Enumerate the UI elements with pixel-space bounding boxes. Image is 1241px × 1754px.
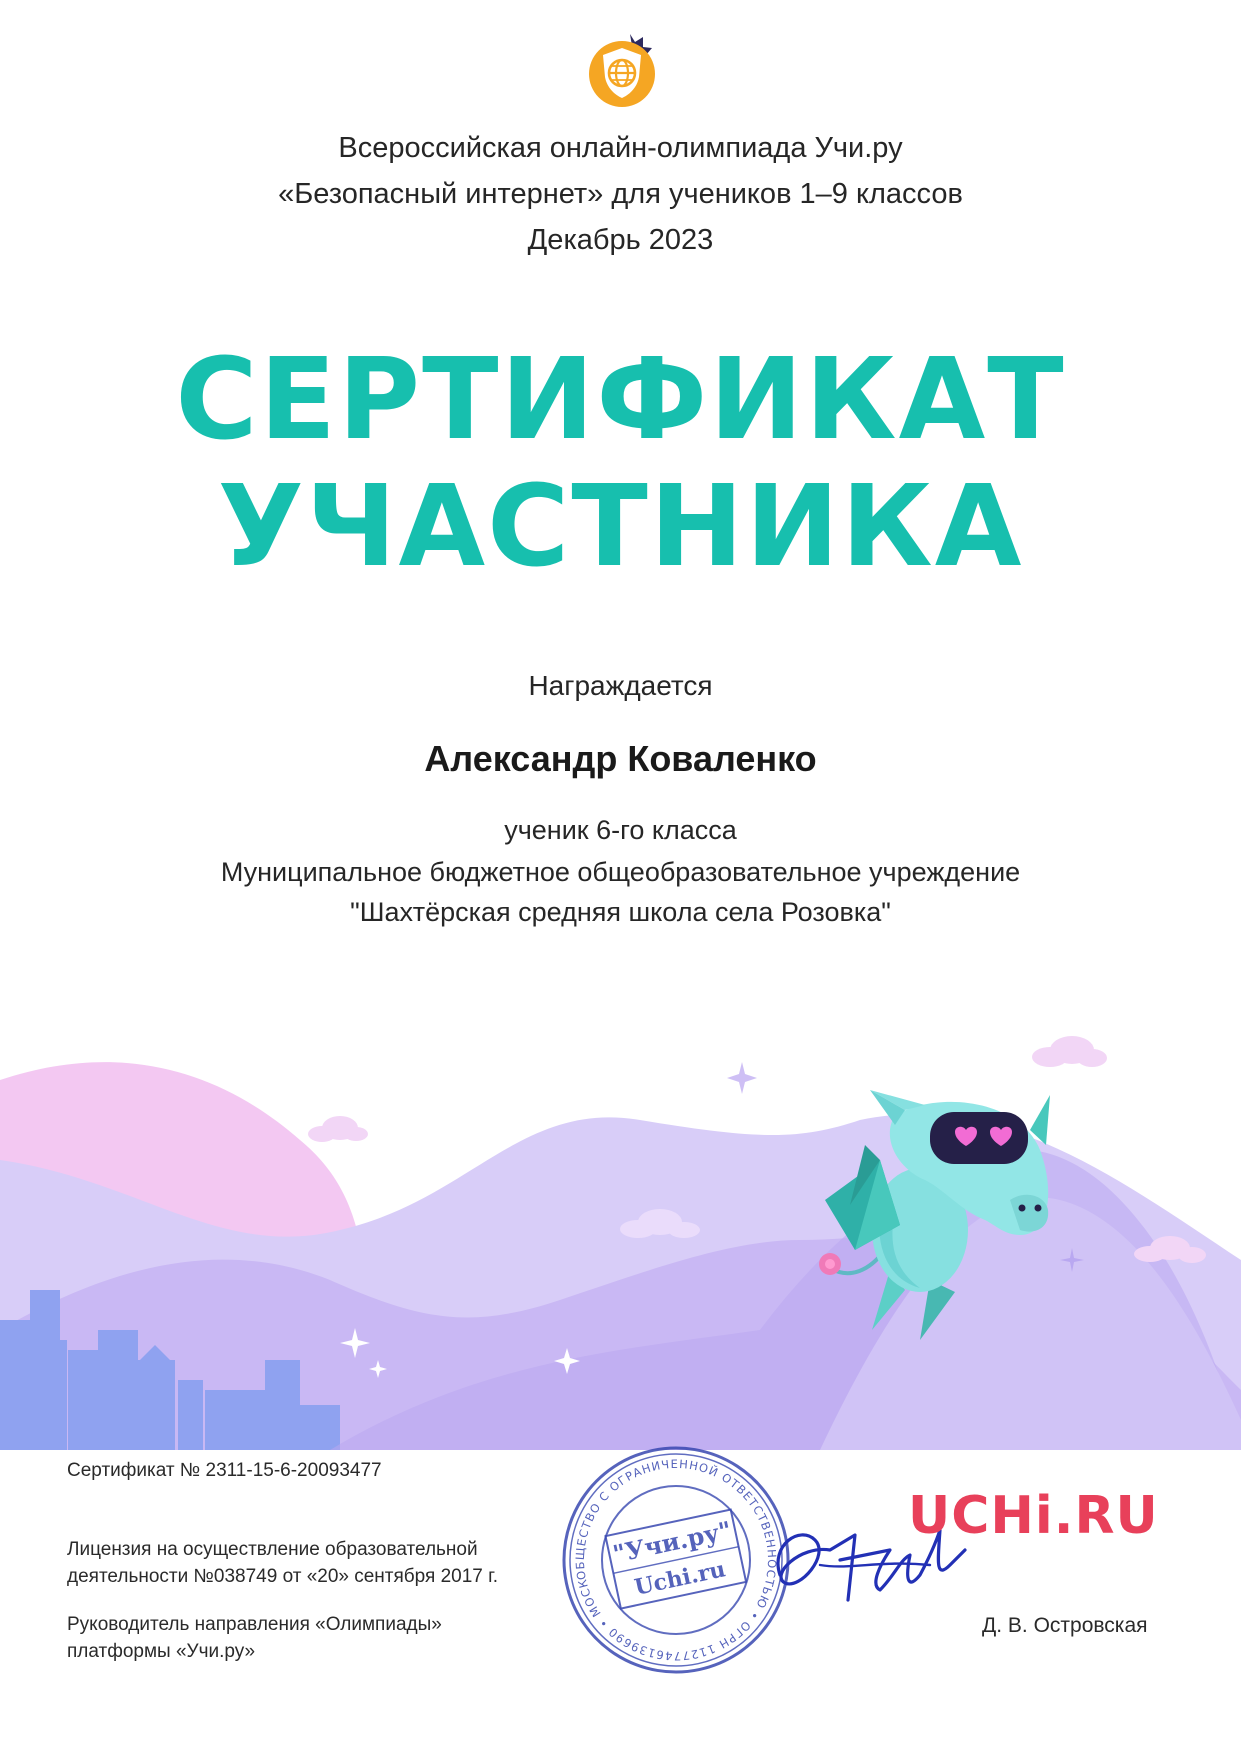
school-name-line1: Муниципальное бюджетное общеобразовательное учреждение — [220, 857, 1021, 887]
recipient-name: Александр Коваленко — [424, 738, 817, 779]
olympiad-badge-icon — [580, 28, 666, 110]
license-line2: деятельности №038749 от «20» сентября 2017 г. — [67, 1566, 499, 1587]
certificate-number: Сертификат № 2311-15-6-20093477 — [67, 1460, 382, 1481]
landscape-illustration — [0, 1030, 1241, 1450]
signatory-name: Д. В. Островская — [982, 1614, 1148, 1637]
award-intro: Награждается — [528, 670, 713, 701]
cloud-icon — [1032, 1036, 1107, 1067]
uchi-ru-logo: UCHi.RU — [908, 1486, 1159, 1546]
certificate-title-line2: УЧАСТНИКА — [217, 462, 1024, 592]
olympiad-name: Всероссийская онлайн-олимпиада Учи.ру — [338, 132, 903, 164]
cloud-icon — [308, 1116, 368, 1142]
recipient-grade: ученик 6-го класса — [504, 815, 737, 845]
school-name-line2: "Шахтёрская средняя школа села Розовка" — [350, 897, 891, 927]
head-title-line2: платформы «Учи.ру» — [67, 1641, 256, 1662]
license-line1: Лицензия на осуществление образовательной — [67, 1539, 478, 1560]
svg-text:ОБЩЕСТВО С ОГРАНИЧЕННОЙ ОТВЕТС: ОБЩЕСТВО С ОГРАНИЧЕННОЙ ОТВЕТСТВЕННОСТЬЮ • ОГРН 1127746139690 • МОСКВА — [572, 1456, 780, 1664]
certificate-title-line1: СЕРТИФИКАТ — [175, 335, 1066, 465]
svg-text:"Учи.ру": "Учи.ру" — [610, 1515, 735, 1569]
head-title-line1: Руководитель направления «Олимпиады» — [67, 1614, 442, 1635]
olympiad-topic: «Безопасный интернет» для учеников 1–9 классов — [278, 178, 963, 210]
svg-text:Uchi.ru: Uchi.ru — [632, 1556, 728, 1601]
olympiad-date: Декабрь 2023 — [527, 224, 714, 256]
sparkle-icon — [727, 1062, 757, 1094]
